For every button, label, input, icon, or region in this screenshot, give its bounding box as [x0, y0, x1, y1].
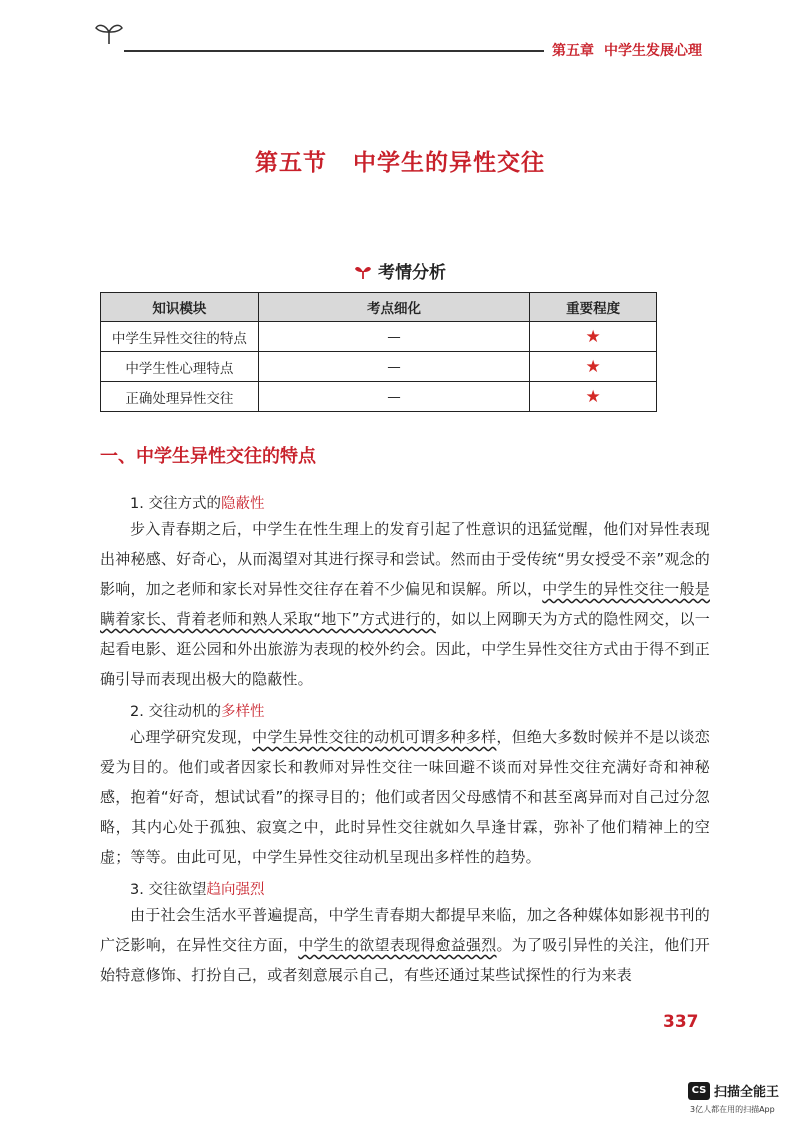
exam-analysis-table	[100, 292, 657, 412]
detail-cell: —	[258, 382, 529, 412]
scanner-app-name: 扫描全能王	[714, 1085, 780, 1100]
subheading-keyword: 多样性	[220, 704, 265, 720]
section-name: 中学生的异性交往	[353, 150, 545, 176]
subheading-keyword: 隐蔽性	[220, 496, 265, 512]
chapter-number: 第五章	[552, 43, 594, 59]
underlined-key-point: 中学生的异性交往一般是瞒着家长、背着老师和熟人采取“地下”方式进行的	[100, 580, 710, 628]
chapter-title: 中学生发展心理	[604, 43, 702, 59]
column-header: 知识模块	[101, 293, 259, 322]
table-row	[101, 352, 657, 382]
paragraph-text: ，如以上网聊天为方式的隐性网交，以一起看电影、逛公园和外出旅游为表现的校外约会。因此，中学生异性交往方式由于得不到正确引导而表现出极大的隐蔽性。	[100, 610, 710, 688]
module-cell: 中学生异性交往的特点	[101, 322, 259, 352]
subheading-diversity	[130, 700, 264, 721]
paragraph-text: 。为了吸引异性的关注，他们开始特意修饰、打扮自己，或者刻意展示自己，有些还通过某些试探性的行为来表	[100, 936, 710, 984]
table-row	[101, 382, 657, 412]
subheading-number: 3.	[130, 882, 149, 898]
paragraph-text: ，但绝大多数时候并不是以谈恋爱为目的。他们或者因家长和教师对异性交往一味回避不谈而对异性交往充满好奇和神秘感，抱着“好奇，想试试看”的探寻目的；他们或者因父母感情不和甚至离异而对自己过分忽略，其内心处于孤独、寂寞之中，此时异性交往就如久旱逢甘霖，弥补了他们精神上的空虚；等等。由此可见，中学生异性交往动机呈现出多样性的趋势。	[100, 728, 710, 866]
subheading-text: 交往动机的	[148, 704, 221, 720]
sprout-icon	[94, 20, 124, 46]
subheading-text: 交往欲望	[148, 882, 207, 898]
section-title	[0, 144, 800, 177]
section-number: 第五节	[255, 150, 327, 176]
module-cell: 中学生性心理特点	[101, 352, 259, 382]
detail-cell: —	[258, 322, 529, 352]
subheading-desire	[130, 878, 264, 899]
paragraph-text: 步入青春期之后，中学生在性生理上的发育引起了性意识的迅猛觉醒，他们对异性表现出神秘感、好奇心，从而渴望对其进行探寻和尝试。然而由于受传统“男女授受不亲”观念的影响，加之老师和家长对异性交往存在着不少偏见和误解。所以，	[100, 520, 710, 598]
subheading-number: 2.	[130, 704, 149, 720]
exam-analysis-heading	[0, 258, 800, 283]
subheading-number: 1.	[130, 496, 149, 512]
importance-star-icon: ★	[530, 382, 657, 412]
paragraph-text: 由于社会生活水平普遍提高，中学生青春期大都提早来临，加之各种媒体如影视书刊的广泛影响，在异性交往方面，	[100, 906, 710, 954]
header-rule	[124, 50, 544, 52]
camscanner-logo-icon: CS	[688, 1082, 710, 1100]
importance-star-icon: ★	[530, 322, 657, 352]
paragraph-concealment	[100, 514, 710, 694]
part-heading: 一、中学生异性交往的特点	[100, 446, 316, 467]
scanner-slogan: 3亿人都在用的扫描App	[690, 1105, 775, 1114]
subheading-keyword: 趋向强烈	[206, 882, 265, 898]
sprout-small-icon	[354, 264, 372, 280]
running-header	[552, 40, 702, 60]
table-header-row	[101, 293, 657, 322]
paragraph-diversity	[100, 722, 710, 872]
module-cell: 正确处理异性交往	[101, 382, 259, 412]
exam-analysis-title: 考情分析	[378, 263, 446, 283]
subheading-concealment	[130, 492, 264, 513]
paragraph-desire	[100, 900, 710, 990]
column-header: 考点细化	[258, 293, 529, 322]
subheading-text: 交往方式的	[148, 496, 221, 512]
column-header: 重要程度	[530, 293, 657, 322]
paragraph-text: 心理学研究发现，	[130, 728, 253, 746]
table-row	[101, 322, 657, 352]
underlined-key-point: 中学生的欲望表现得愈益强烈	[298, 936, 497, 954]
page-number: 337	[663, 1012, 699, 1032]
importance-star-icon: ★	[530, 352, 657, 382]
underlined-key-point: 中学生异性交往的动机可谓多种多样	[252, 728, 497, 746]
detail-cell: —	[258, 352, 529, 382]
